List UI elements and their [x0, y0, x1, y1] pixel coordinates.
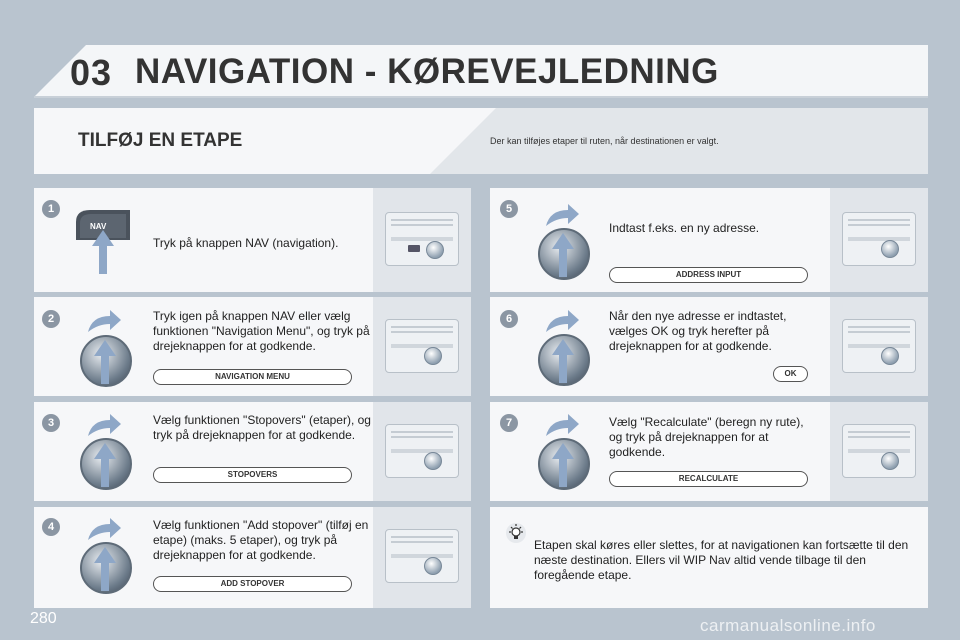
console-thumbnail [373, 402, 471, 501]
press-arrow-icon [92, 230, 114, 279]
step-badge-4: 4 [42, 518, 60, 536]
console-thumbnail [830, 402, 928, 501]
header-divider [34, 96, 928, 98]
console-image [842, 424, 916, 478]
step-badge-1: 1 [42, 200, 60, 218]
chapter-number: 03 [70, 52, 113, 93]
section-intro: Der kan tilføjes etaper til ruten, når destinationen er valgt. [490, 136, 719, 146]
console-image [385, 212, 459, 266]
tip-text: Etapen skal køres eller slettes, for at navigationen kan fortsætte til den næste destination. Ellers vil WIP Nav altid vende tilbage til den foregående etape. [534, 538, 909, 582]
push-arrow-icon [552, 443, 574, 492]
console-thumbnail [373, 188, 471, 292]
push-arrow-icon [94, 547, 116, 596]
console-thumbnail [373, 507, 471, 608]
page-number: 280 [30, 610, 57, 627]
ok-pill: OK [773, 366, 808, 382]
push-arrow-icon [552, 339, 574, 388]
step-badge-2: 2 [42, 310, 60, 328]
section-title: TILFØJ EN ETAPE [78, 130, 243, 151]
console-image [385, 424, 459, 478]
menu-pill-address-input: ADDRESS INPUT [609, 267, 808, 283]
menu-pill-navigation-menu: NAVIGATION MENU [153, 369, 352, 385]
step-text-7: Vælg "Recalculate" (beregn ny rute), og tryk på drejeknappen for at godkende. [609, 415, 804, 459]
push-arrow-icon [94, 340, 116, 389]
menu-pill-recalculate: RECALCULATE [609, 471, 808, 487]
step-badge-5: 5 [500, 200, 518, 218]
menu-pill-stopovers: STOPOVERS [153, 467, 352, 483]
push-arrow-icon [94, 443, 116, 492]
chapter-title: NAVIGATION - KØREVEJLEDNING [135, 52, 719, 91]
step-badge-6: 6 [500, 310, 518, 328]
step-text-3: Vælg funktionen "Stopovers" (etaper), og tryk på drejeknappen for at godkende. [153, 413, 371, 442]
console-thumbnail [373, 297, 471, 396]
step-badge-3: 3 [42, 414, 60, 432]
console-image [842, 212, 916, 266]
console-image [385, 319, 459, 373]
console-image [842, 319, 916, 373]
step-text-4: Vælg funktionen "Add stopover" (tilføj en etape) (maks. 5 etaper), og tryk på drejeknappen for at godkende. [153, 518, 369, 562]
step-text-5: Indtast f.eks. en ny adresse. [609, 221, 760, 235]
console-image [385, 529, 459, 583]
console-thumbnail [830, 297, 928, 396]
step-text-2: Tryk igen på knappen NAV eller vælg funktionen "Navigation Menu", og tryk på drejeknappen for at godkende. [153, 309, 370, 353]
nav-button-highlight [408, 245, 420, 252]
lightbulb-icon [505, 522, 527, 549]
push-arrow-icon [552, 233, 574, 282]
step-text-6: Når den nye adresse er indtastet, vælges OK og tryk herefter på drejeknappen for at godkende. [609, 309, 787, 353]
menu-pill-add-stopover: ADD STOPOVER [153, 576, 352, 592]
step-badge-7: 7 [500, 414, 518, 432]
nav-button-label: NAV [90, 222, 107, 231]
console-thumbnail [830, 188, 928, 292]
watermark: carmanualsonline.info [700, 616, 876, 635]
step-text-1: Tryk på knappen NAV (navigation). [153, 236, 339, 250]
